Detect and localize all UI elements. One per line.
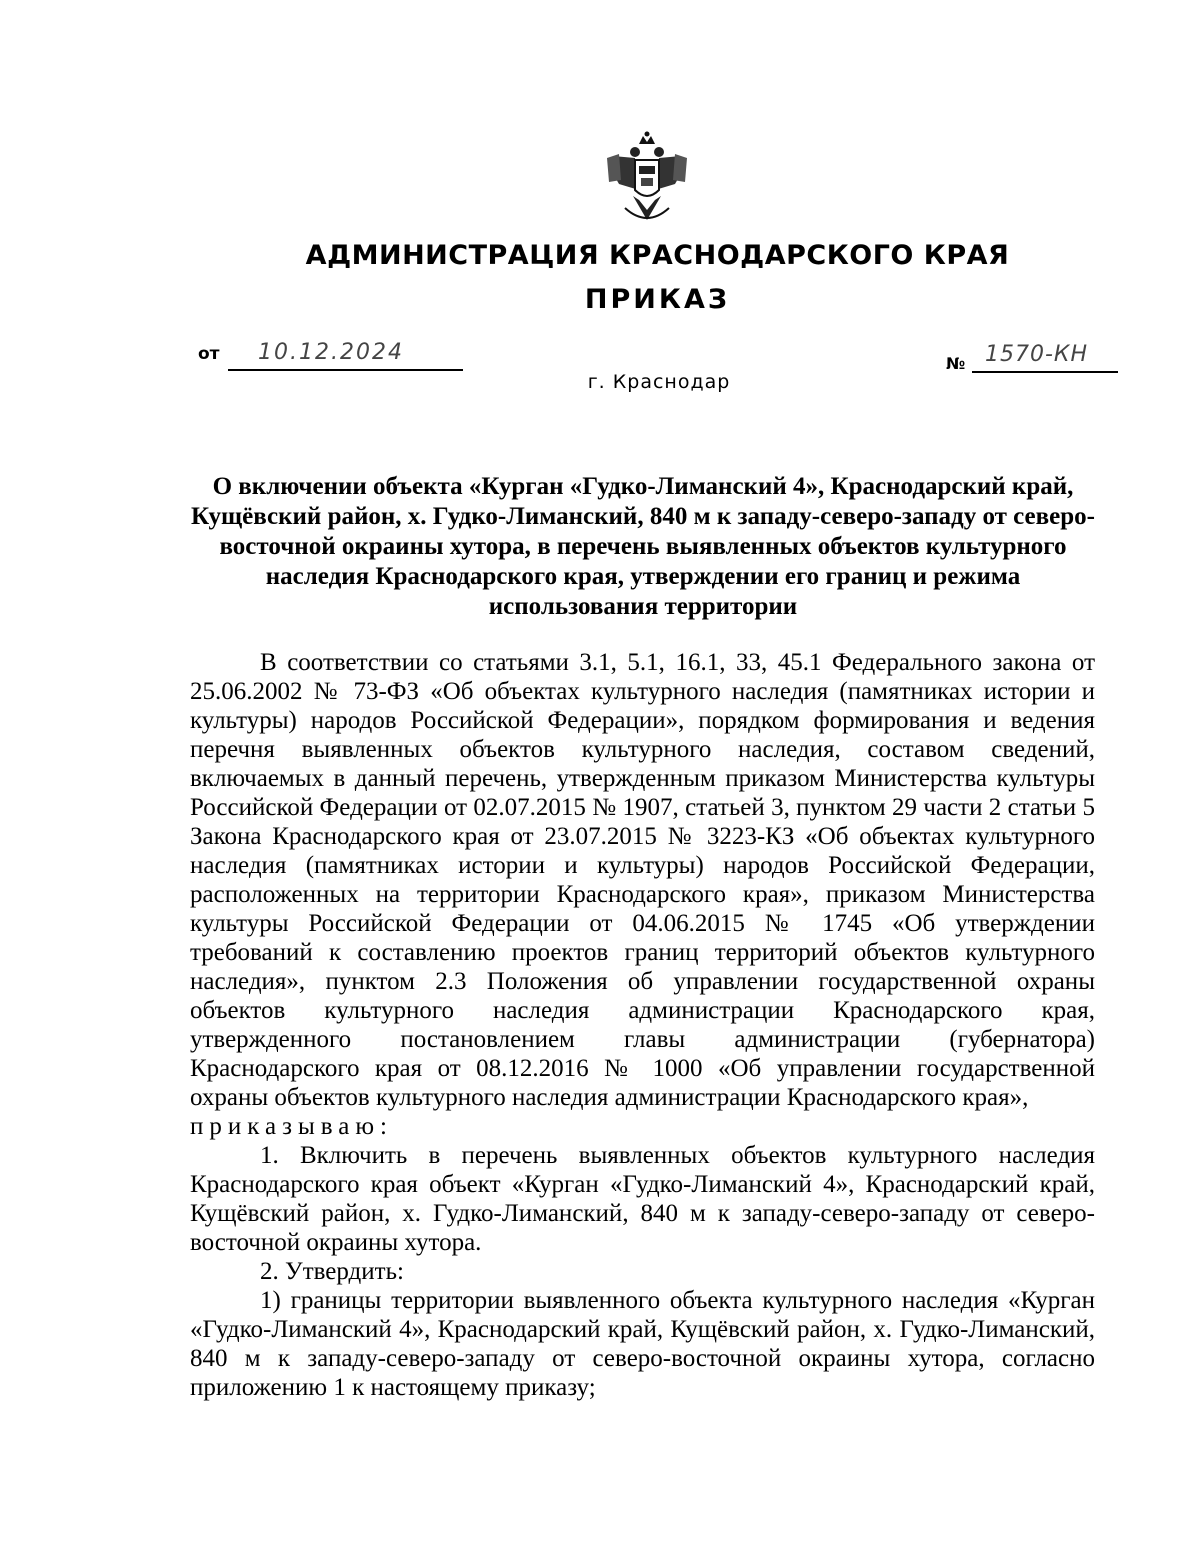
city-name: г. Краснодар — [587, 371, 731, 393]
preamble-text: В соответствии со статьями 3.1, 5.1, 16.1, 33, 45.1 Федерального закона от 25.06.2002 № 73-ФЗ «Об объектах культурного наследия (памятниках истории и культуры) народов Российской Федерации», порядком формирования и ведения перечня выявленных объектов культурного наследия, составом сведений, включаемых в данный перечень, утвержденным приказом Министерства культуры Российской Федерации от 02.07.2015 № 1907, статьей 3, пунктом 29 части 2 статьи 5 Закона Краснодарского края от 23.07.2015 № 3223-КЗ «Об объектах культурного наследия (памятниках истории и культуры) народов Российской Федерации, расположенных на территории Краснодарского края», приказом Министерства культуры Российской Федерации от 04.06.2015 № 1745 «Об утверждении требований к составлению проектов границ территорий объектов культурного наследия», пунктом 2.3 Положения об управлении государственной охраны объектов культурного наследия администрации Краснодарского края, утвержденного постановлением главы администрации (губернатора) Краснодарского края от 08.12.2016 № 1000 «Об управлении государственной охраны объектов культурного наследия администрации Краснодарского края», — [190, 649, 1095, 1111]
order-word-paragraph — [190, 1112, 1095, 1141]
item-2-1: 1) границы территории выявленного объекта культурного наследия «Курган «Гудко-Лиманский 4», Краснодарский край, Кущёвский район, х. Гудко-Лиманский, 840 м к западу-северо-западу от северо-восточной окраины хутора, согласно приложению 1 к настоящему приказу; — [190, 1287, 1095, 1401]
coat-of-arms-emblem — [605, 130, 689, 228]
preamble-paragraph — [190, 648, 1095, 1112]
number-label: № — [946, 354, 966, 373]
document-type: ПРИКАЗ — [584, 284, 731, 315]
order-word: приказываю: — [190, 1113, 393, 1140]
item-1: 1. Включить в перечень выявленных объектов культурного наследия Краснодарского края объект «Курган «Гудко-Лиманский 4», Краснодарский край, Кущёвский район, х. Гудко-Лиманский, 840 м к западу-северо-западу от северо-восточной окраины хутора. — [190, 1142, 1095, 1256]
organization-name: АДМИНИСТРАЦИЯ КРАСНОДАРСКОГО КРАЯ — [305, 240, 1010, 271]
date-label: от — [198, 344, 220, 364]
date-value: 10.12.2024 — [258, 340, 404, 365]
document-body — [190, 648, 1095, 1402]
number-value: 1570-КН — [985, 342, 1089, 367]
item-2: 2. Утвердить: — [260, 1258, 404, 1285]
document-title: О включении объекта «Курган «Гудко-Лиманский 4», Краснодарский край, Кущёвский район, х. Гудко-Лиманский, 840 м к западу-северо-западу от северо-восточной окраины хутора, в перечень выявленных объектов культурного наследия Краснодарского края, утверждении его границ и режима использования территории — [191, 473, 1095, 620]
